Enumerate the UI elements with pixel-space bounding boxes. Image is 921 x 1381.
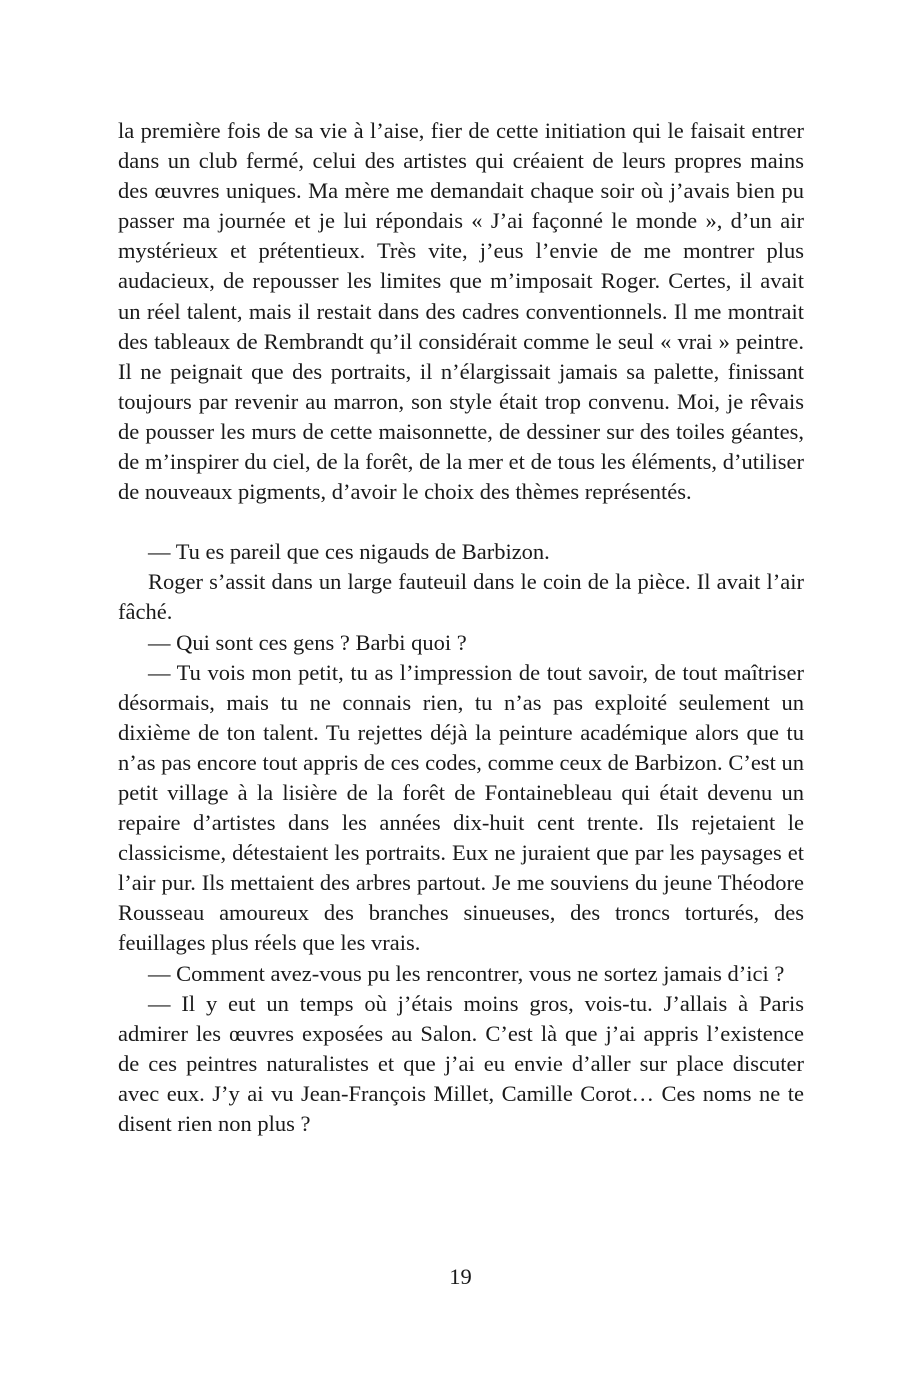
paragraph-dialogue-5: — Il y eut un temps où j’étais moins gros, vois-tu. J’allais à Paris admirer les œuvres exposées au Salon. C’est là que j’ai appris l’existence de ces peintres naturalistes et que j’ai eu envie d’aller sur place discuter avec eux. J’y ai vu Jean-François Millet, Camille Corot… Ces noms ne te disent rien non plus ?: [118, 990, 804, 1136]
page-body: [118, 116, 804, 1139]
paragraph-dialogue-2: — Qui sont ces gens ? Barbi quoi ?: [148, 629, 467, 655]
paragraph-dialogue-3: — Tu vois mon petit, tu as l’impression de tout savoir, de tout maîtriser désormais, mais tu ne connais rien, tu n’as pas exploité seulement un dixième de ton talent. Tu rejettes déjà la peinture académique alors que tu n’as pas encore tout appris de ces codes, comme ceux de Barbizon. C’est un petit village à la lisière de la forêt de Fontainebleau qui était devenu un repaire d’artistes dans les années dix-huit cent trente. Ils rejetaient le classicisme, détestaient les portraits. Eux ne juraient que par les paysages et l’air pur. Ils mettaient des arbres partout. Je me souviens du jeune Théodore Rousseau amoureux des branches sinueuses, des troncs torturés, des feuillages plus réels que les vrais.: [118, 659, 804, 956]
page-number: 19: [449, 1264, 472, 1289]
paragraph-narrative: la première fois de sa vie à l’aise, fier de cette initiation qui le faisait entrer dans un club fermé, celui des artistes qui créaient de leurs propres mains des œuvres uniques. Ma mère me demandait chaque soir où j’avais bien pu passer ma journée et je lui répondais « J’ai façonné le monde », d’un air mystérieux et prétentieux. Très vite, j’eus l’envie de me montrer plus audacieux, de repousser les limites que m’imposait Roger. Certes, il avait un réel talent, mais il restait dans des cadres conventionnels. Il me montrait des tableaux de Rembrandt qu’il considérait comme le seul « vrai » peintre. Il ne peignait que des portraits, il n’élargissait jamais sa palette, finissant toujours par revenir au marron, son style était trop convenu. Moi, je rêvais de pousser les murs de cette maisonnette, de dessiner sur des toiles géantes, de m’inspirer du ciel, de la forêt, de la mer et de tous les éléments, d’utiliser de nouveaux pigments, d’avoir le choix des thèmes représentés.: [118, 118, 804, 505]
paragraph-narration-roger: Roger s’assit dans un large fauteuil dans le coin de la pièce. Il avait l’air fâché.: [118, 569, 804, 625]
paragraph-dialogue-4: — Comment avez-vous pu les rencontrer, vous ne sortez jamais d’ici ?: [148, 960, 785, 986]
section-spacer: [118, 507, 804, 537]
paragraph-dialogue-1: — Tu es pareil que ces nigauds de Barbizon.: [148, 539, 550, 565]
